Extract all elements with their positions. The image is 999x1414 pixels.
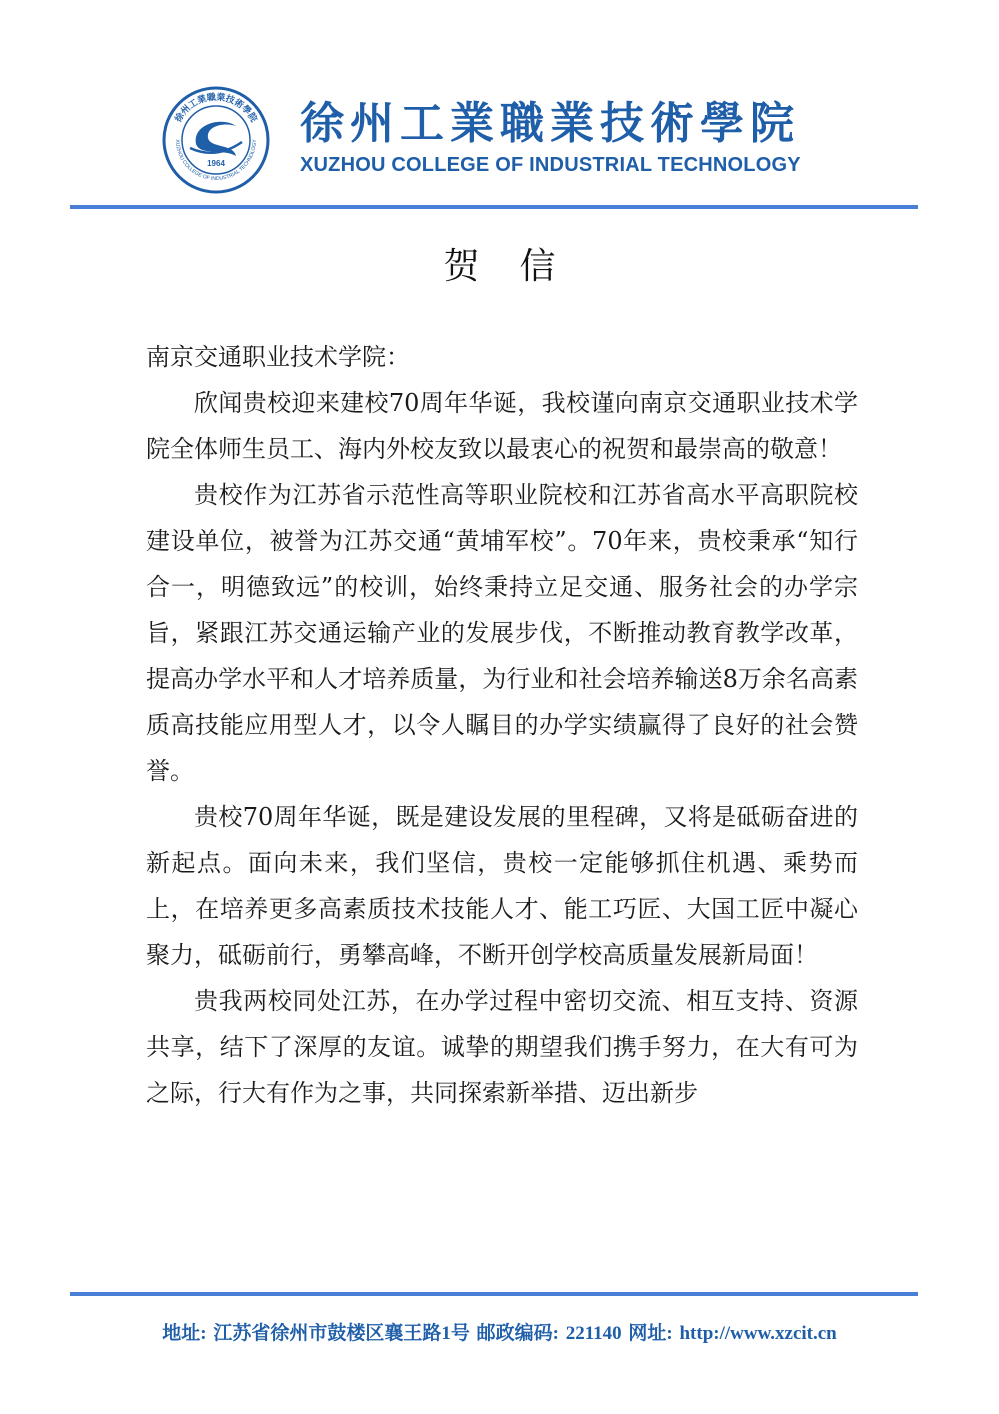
document-title: 贺信 [443,246,596,287]
logo-ring-text-cn: 徐州工業職業技術學院 [173,92,259,125]
footer-divider [70,1292,918,1296]
footer [0,1318,999,1345]
logo-year: 1964 [207,159,225,168]
logo-ring-text-en: XUZHOU COLLEGE OF INDUSTRIAL TECHNOLOGY [173,139,259,183]
letter-body [146,334,858,1116]
header-divider [70,205,918,209]
website-label: 网址: [628,1323,673,1344]
postcode-label: 邮政编码: [476,1323,559,1344]
paragraph-1: 欣闻贵校迎来建校70周年华诞，我校谨向南京交通职业技术学院全体师生员工、海内外校友致以最衷心的祝贺和最崇高的敬意！ [146,389,858,463]
school-name-en: XUZHOU COLLEGE OF INDUSTRIAL TECHNOLOGY [300,154,801,176]
address: 江苏省徐州市鼓楼区襄王路1号 [213,1323,470,1344]
postcode: 221140 [565,1323,622,1344]
paragraph-4: 贵我两校同处江苏，在办学过程中密切交流、相互支持、资源共享，结下了深厚的友谊。诚挚的期望我们携手努力，在大有可为之际，行大有作为之事，共同探索新举措、迈出新步 [146,987,858,1107]
school-name-cn: 徐州工業職業技術學院 [300,98,800,149]
letterhead [0,0,999,215]
website-link[interactable]: http://www.xzcit.cn [679,1323,837,1344]
salutation: 南京交通职业技术学院： [146,343,410,371]
paragraph-3: 贵校70周年华诞，既是建设发展的里程碑，又将是砥砺奋进的新起点。面向未来，我们坚信，贵校一定能够抓住机遇、乘势而上，在培养更多高素质技术技能人才、能工巧匠、大国工匠中凝心聚力，砥砺前行，勇攀高峰，不断开创学校高质量发展新局面！ [146,803,858,969]
paragraph-2: 贵校作为江苏省示范性高等职业院校和江苏省高水平高职院校建设单位，被誉为江苏交通“黄埔军校”。70年来，贵校秉承“知行合一，明德致远”的校训，始终秉持立足交通、服务社会的办学宗旨，紧跟江苏交通运输产业的发展步伐，不断推动教育教学改革，提高办学水平和人才培养质量，为行业和社会培养输送8万余名高素质高技能应用型人才，以令人瞩目的办学实绩赢得了良好的社会赞誉。 [146,481,858,785]
college-logo [162,86,270,194]
address-label: 地址: [162,1323,207,1344]
